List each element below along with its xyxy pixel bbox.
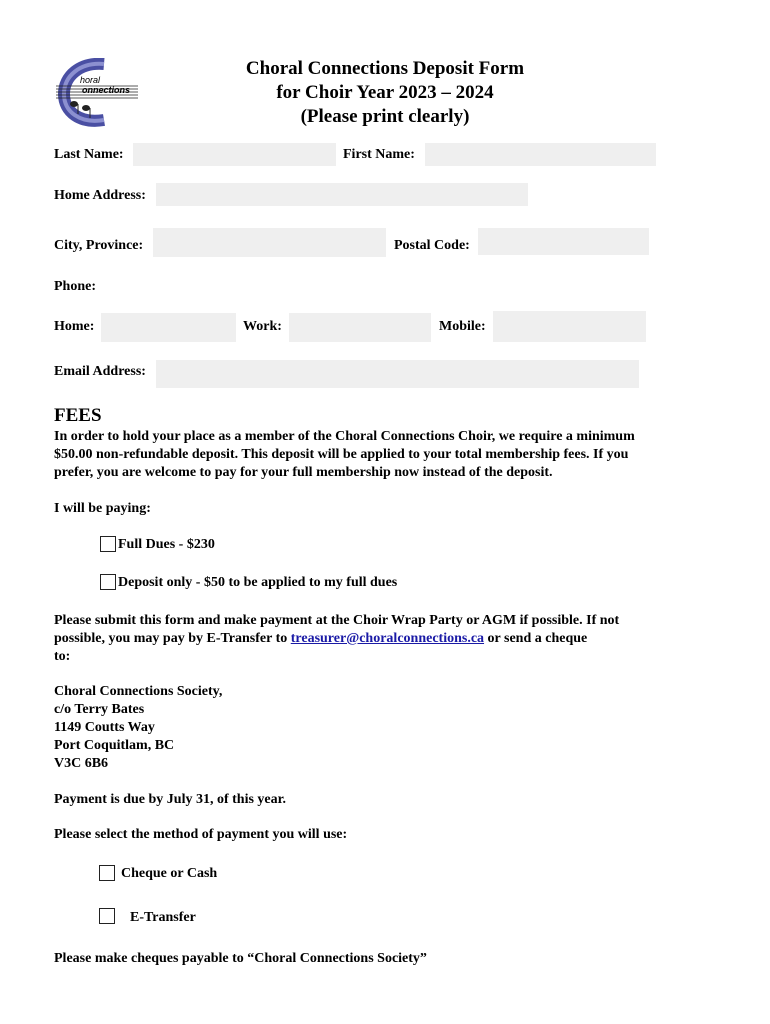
submit-line1: Please submit this form and make payment at the Choir Wrap Party or AGM if possible. If not [54,613,620,628]
fees-heading: FEES [54,405,102,426]
last-name-label: Last Name: [54,147,124,162]
deposit-only-checkbox[interactable] [100,574,116,590]
first-name-label: First Name: [343,147,415,162]
logo-text-line2: onnections [82,85,131,95]
title-line3: (Please print clearly) [300,106,470,127]
cheque-payable-note: Please make cheques payable to “Choral Connections Society” [54,951,427,966]
cheque-cash-label: Cheque or Cash [121,866,218,881]
email-label: Email Address: [54,364,146,379]
first-name-field[interactable] [425,143,656,166]
mobile-phone-field[interactable] [493,311,646,342]
home-phone-field[interactable] [101,313,236,342]
submit-line3: to: [54,649,71,664]
full-dues-label: Full Dues - $230 [118,537,215,552]
home-address-field[interactable] [156,183,528,206]
choral-connections-logo [52,58,142,128]
work-phone-label: Work: [243,319,282,334]
city-province-field[interactable] [153,228,386,257]
address-line5: V3C 6B6 [54,756,109,771]
last-name-field[interactable] [133,143,336,166]
etransfer-checkbox[interactable] [99,908,115,924]
payment-method-label: Please select the method of payment you will use: [54,827,348,842]
title-line1: Choral Connections Deposit Form [245,58,525,79]
submit-line2-pre: possible, you may pay by E-Transfer to [54,631,291,646]
address-line4: Port Coquitlam, BC [54,738,175,753]
payment-due: Payment is due by July 31, of this year. [54,792,287,807]
mobile-phone-label: Mobile: [439,319,486,334]
home-phone-label: Home: [54,319,95,334]
fees-intro-line2: $50.00 non-refundable deposit. This deposit will be applied to your total membership fees. If you [54,447,629,462]
submit-line2-post: or send a cheque [484,631,588,646]
postal-code-field[interactable] [478,228,649,255]
treasurer-email-link[interactable]: treasurer@choralconnections.ca [290,631,485,646]
title-line2: for Choir Year 2023 – 2024 [276,82,494,103]
fees-intro-line3: prefer, you are welcome to pay for your full membership now instead of the deposit. [54,465,553,480]
phone-label: Phone: [54,279,96,294]
postal-code-label: Postal Code: [394,238,470,253]
address-line3: 1149 Coutts Way [54,720,155,735]
paying-label: I will be paying: [54,501,151,516]
deposit-only-label: Deposit only - $50 to be applied to my full dues [118,575,398,590]
address-line1: Choral Connections Society, [54,684,223,699]
email-field[interactable] [156,360,639,388]
address-line2: c/o Terry Bates [54,702,145,717]
submit-line2 [54,630,587,648]
work-phone-field[interactable] [289,313,431,342]
logo-text-line1: horal [80,75,101,85]
etransfer-label: E-Transfer [130,910,196,925]
full-dues-checkbox[interactable] [100,536,116,552]
fees-intro-line1: In order to hold your place as a member of the Choral Connections Choir, we require a minimum [54,429,635,444]
home-address-label: Home Address: [54,188,146,203]
cheque-cash-checkbox[interactable] [99,865,115,881]
city-province-label: City, Province: [54,238,144,253]
